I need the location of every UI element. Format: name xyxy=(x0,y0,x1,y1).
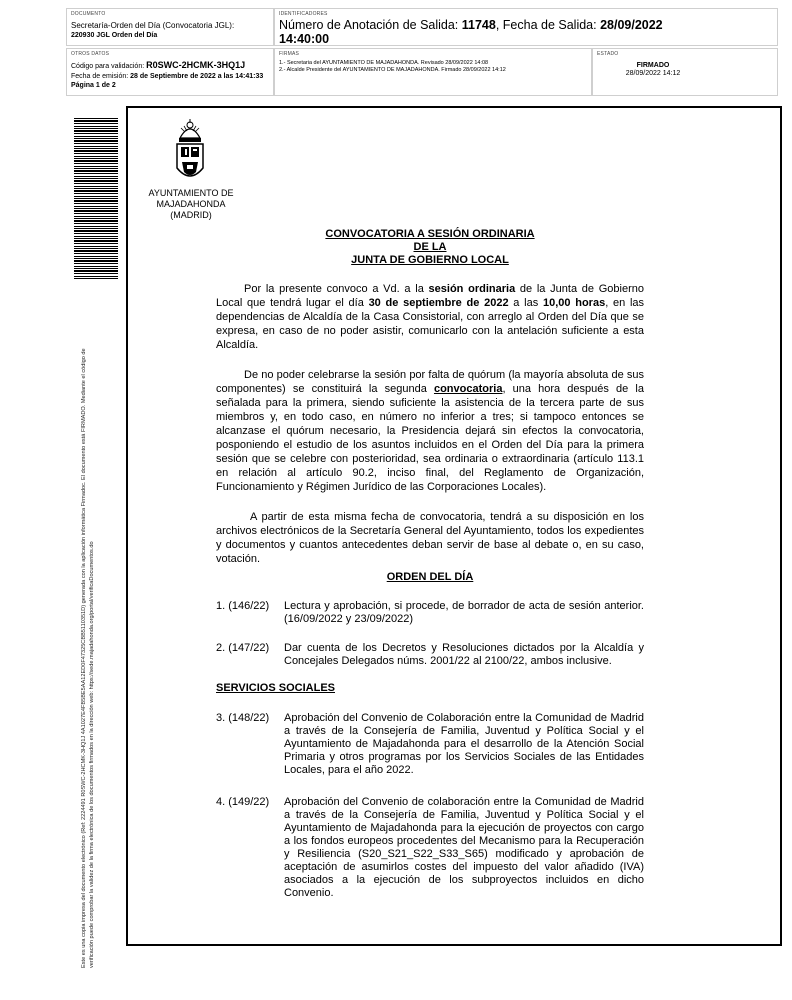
codigo-label: Código para validación: xyxy=(71,63,147,70)
documento-cell xyxy=(66,8,274,46)
agenda-item-3-number: 3. (148/22) xyxy=(216,712,270,724)
document-title xyxy=(216,228,644,267)
anotacion-number: 11748 xyxy=(461,18,496,32)
documento-line2: 220930 JGL Orden del Día xyxy=(71,32,158,39)
agenda-item-3 xyxy=(216,712,644,777)
coat-of-arms-icon xyxy=(172,116,208,188)
agenda-item-2-text: Dar cuenta de los Decretos y Resoluciones dictados por la Alcaldía y Concejales Delegados núms. 2001/22 al 2100/22, ambos inclusive. xyxy=(284,642,644,667)
p2-text-c: , una hora después de la señalada para la primera, siendo suficiente la asistencia de la tercera parte de sus miembros y, en todo caso, en número no inferior a tres; si tampoco entonces se alcanzase el quórum necesario, la Presidencia dejará sin efectos la convocatoria, posponiendo el estudio de los asuntos incluidos en el Orden del Día para la primera sesión que se celebre con posterioridad, sea ordinaria o extraordinaria (artículo 113.1 en relación al artículo 90.2, inciso final, del Reglamento de Organización, Funcionamiento y Régimen Jurídico de las Corporaciones Locales). xyxy=(216,383,644,493)
side-text-line1: Este es una copia impresa del documento electrónico (Ref: 2224491 R0SWC-2HCMK-3HQ1J 4A1027E4FB5BE5AA12ED0F47325CBB5110351D) generada con la aplicación informática Firmadoc. El documento está FIRMADO. Mediante el código de xyxy=(81,348,87,968)
p1-bold-date: 30 de septiembre de 2022 xyxy=(368,297,509,309)
p1-bold-time: 10,00 horas xyxy=(542,297,606,309)
agenda-item-4-text: Aprobación del Convenio de colaboración entre la Comunidad de Madrid a través de la Consejería de Familia, Juventud y Política Social y el Ayuntamiento de Majadahonda para la ejecución de proyectos con cargo a los fondos europeos procedentes del Mecanismo para la Recuperación y Resiliencia (S20_S21_S22_S33_S65) modificado y aprobación de aceptación de asumirlos costes del impuesto del valor añadido (IVA) asociados a la ejecución de los subproyectos incluidos en dicho Convenio. xyxy=(284,796,644,899)
emision-line xyxy=(71,72,263,81)
p1-bold-session: sesión ordinaria xyxy=(428,283,516,295)
agenda-item-1-text: Lectura y aprobación, si procede, de borrador de acta de sesión anterior. (16/09/2022 y 23/09/2022) xyxy=(284,600,644,625)
p1-text-g: , en las dependencias de Alcaldía de la Casa Consistorial, con arreglo al Orden del Día que se expresa, en caso de no poder asistir, comunicarlo con la antelación suficiente a esta Alcaldía. xyxy=(216,297,645,351)
p1-text-c: de la Junta de Gobierno Local que tendrá lugar el día xyxy=(216,283,644,309)
identificadores-cell xyxy=(274,8,778,46)
institution-line2: MAJADAHONDA xyxy=(156,199,226,209)
agenda-item-1-number: 1. (146/22) xyxy=(216,600,270,612)
agenda-item-2-number: 2. (147/22) xyxy=(216,642,270,654)
anotacion-time: 14:40:00 xyxy=(279,32,330,46)
orden-del-dia-heading: ORDEN DEL DÍA xyxy=(386,571,474,583)
otros-caption: OTROS DATOS xyxy=(71,51,110,57)
institution-name xyxy=(138,188,244,221)
p3-text: A partir de esta misma fecha de convocatoria, tendrá a su disposición en los archivos electrónicos de la Secretaría General del Ayuntamiento, todos los expedientes y documentos y cuantos antecedentes deban servir de base al debate o, en su caso, votación. xyxy=(216,511,644,565)
emision-value: 28 de Septiembre de 2022 a las 14:41:33 xyxy=(130,73,264,80)
otros-datos-cell xyxy=(66,48,274,96)
agenda-item-3-text: Aprobación del Convenio de Colaboración entre la Comunidad de Madrid a través de la Consejería de Familia, Juventud y Política Social y el Ayuntamiento de Majadahonda para el desarrollo de la Atención Social Primaria y otros programas por los Servicios Sociales de las Entidades Locales, para el año 2022. xyxy=(284,712,644,776)
estado-value: FIRMADO xyxy=(636,62,670,69)
p2-bold-convocatoria: convocatoria xyxy=(433,383,503,395)
paragraph-3 xyxy=(216,510,644,566)
firmas-caption: FIRMAS xyxy=(279,51,300,57)
institution-line1: AYUNTAMIENTO DE xyxy=(148,188,234,198)
estado-caption: ESTADO xyxy=(597,51,619,57)
documento-line1: Secretaría-Orden del Día (Convocatoria JGL): xyxy=(71,21,235,30)
documento-caption: DOCUMENTO xyxy=(71,11,106,17)
p2-text-a: De no poder celebrarse la sesión por falta de quórum (la mayoría absoluta de sus componentes) se constituirá la segunda xyxy=(216,369,644,395)
estado-date: 28/09/2022 14:12 xyxy=(625,70,681,77)
agenda-item-4 xyxy=(216,796,644,900)
estado-cell xyxy=(592,48,778,96)
section-heading-servicios-sociales: SERVICIOS SOCIALES xyxy=(216,682,335,694)
side-verification-text xyxy=(80,308,96,968)
header-panel xyxy=(66,8,778,96)
barcode xyxy=(74,118,118,280)
paragraph-2 xyxy=(216,368,644,494)
anotacion-prefix: Número de Anotación de Salida: xyxy=(279,18,462,32)
anotacion-line xyxy=(279,18,663,32)
p1-text-e: a las xyxy=(508,297,543,309)
anotacion-date: 28/09/2022 xyxy=(600,18,663,32)
codigo-value[interactable]: R0SWC-2HCMK-3HQ1J xyxy=(146,60,246,70)
firmas-cell xyxy=(274,48,592,96)
paragraph-1 xyxy=(216,282,644,352)
agenda-item-2 xyxy=(216,642,644,668)
side-text-line2: verificación puede comprobar la validez de la firma electrónica de los documentos firmados en la dirección web: https://sede.majadahonda.org/portal/verificaDocumentos.do xyxy=(89,541,95,968)
agenda-item-1 xyxy=(216,600,644,626)
institution-line3: (MADRID) xyxy=(170,210,212,220)
title-line1: CONVOCATORIA A SESIÓN ORDINARIA xyxy=(325,228,535,240)
codigo-line xyxy=(71,61,245,71)
title-line3: JUNTA DE GOBIERNO LOCAL xyxy=(351,254,509,266)
anotacion-mid: , Fecha de Salida: xyxy=(495,18,601,32)
emision-label: Fecha de emisión: xyxy=(71,73,131,80)
firma-2: 2.- Alcalde Presidente del AYUNTAMIENTO DE MAJADAHONDA. Firmado 28/09/2022 14:12 xyxy=(279,67,506,73)
page-number: Página 1 de 2 xyxy=(71,82,116,89)
p1-text-a: Por la presente convoco a Vd. a la xyxy=(244,283,429,295)
agenda-item-4-number: 4. (149/22) xyxy=(216,796,270,808)
firma-1: 1.- Secretaria del AYUNTAMIENTO DE MAJADAHONDA. Revisado 28/09/2022 14:08 xyxy=(279,60,489,66)
identificadores-caption: IDENTIFICADORES xyxy=(279,11,328,17)
title-line2: DE LA xyxy=(413,241,447,253)
